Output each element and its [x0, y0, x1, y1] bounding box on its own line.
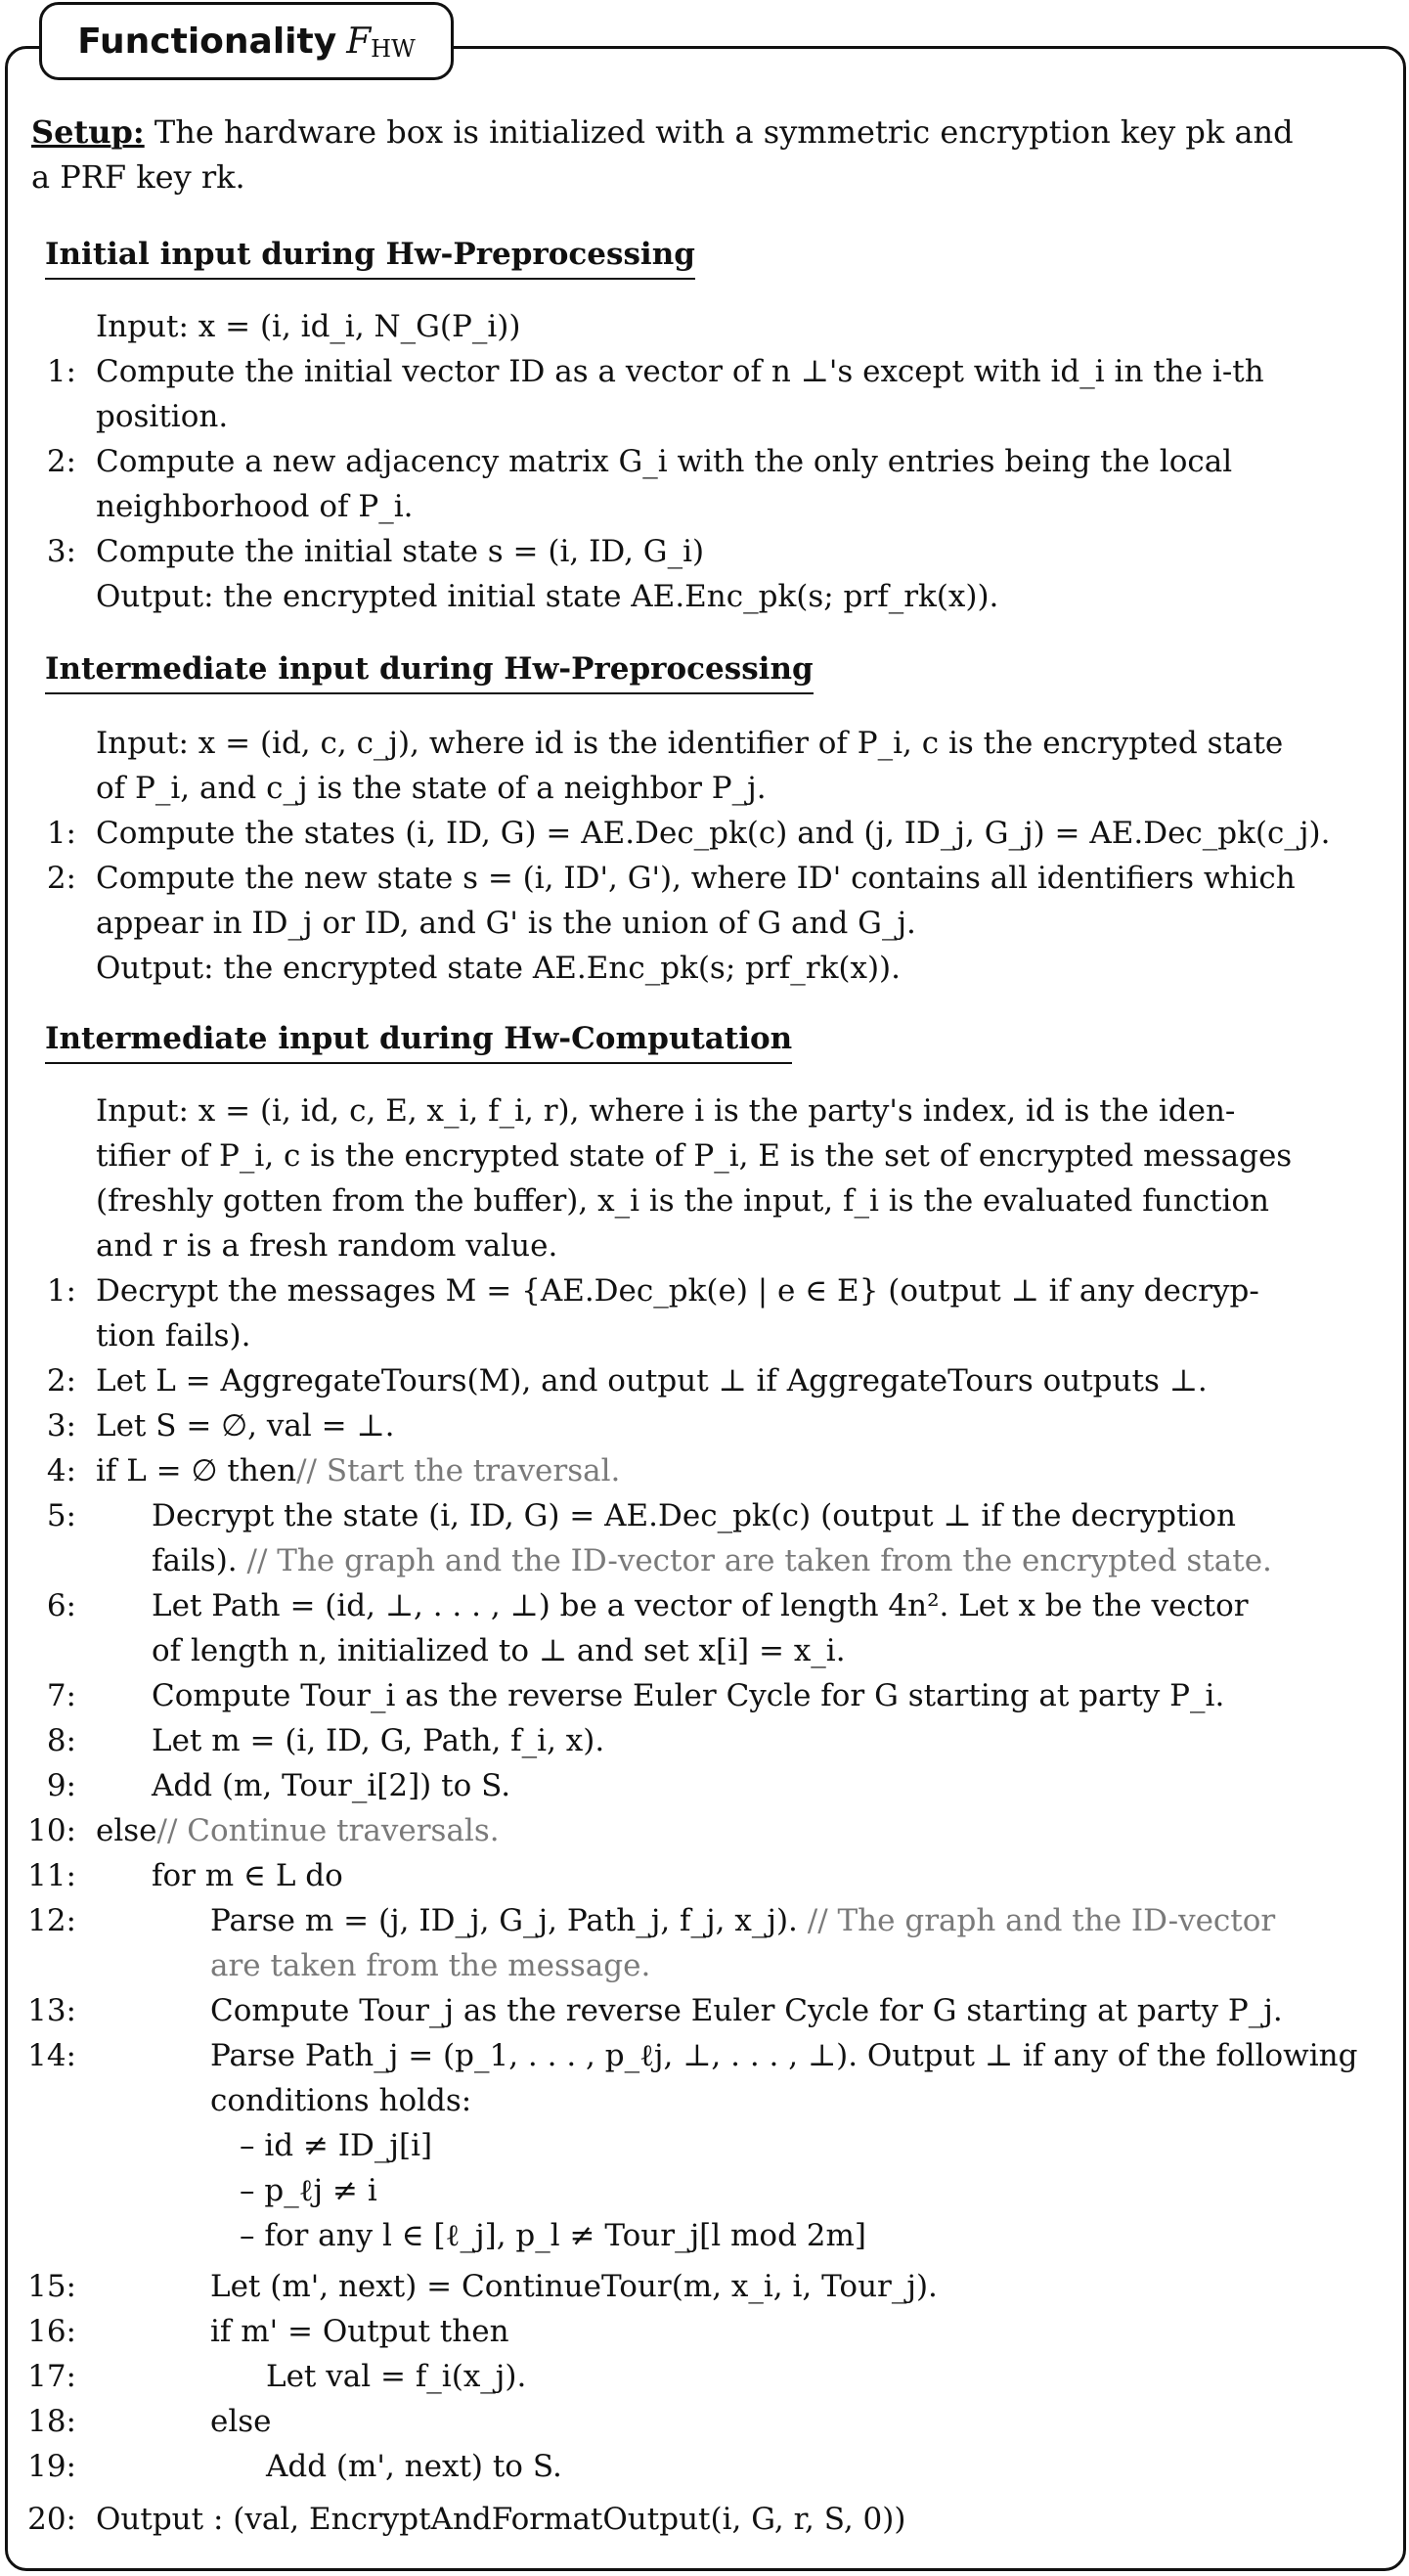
- title-label: Functionality: [77, 21, 337, 62]
- setup-paragraph: [31, 110, 1351, 200]
- section-heading-intermediate-preprocessing: Intermediate input during Hw-Preprocessing: [45, 651, 814, 694]
- setup-line-1: The hardware box is initialized with a symmetric encryption key pk and: [154, 113, 1294, 151]
- title-subscript: HW: [371, 35, 416, 63]
- setup-line-2: a PRF key rk.: [31, 158, 245, 196]
- section-heading-initial-preprocessing: Initial input during Hw-Preprocessing: [45, 237, 695, 280]
- section-heading-intermediate-computation: Intermediate input during Hw-Computation: [45, 1021, 792, 1064]
- title-symbol: F: [346, 21, 372, 62]
- setup-label: Setup:: [31, 113, 145, 151]
- functionality-title: [39, 2, 454, 80]
